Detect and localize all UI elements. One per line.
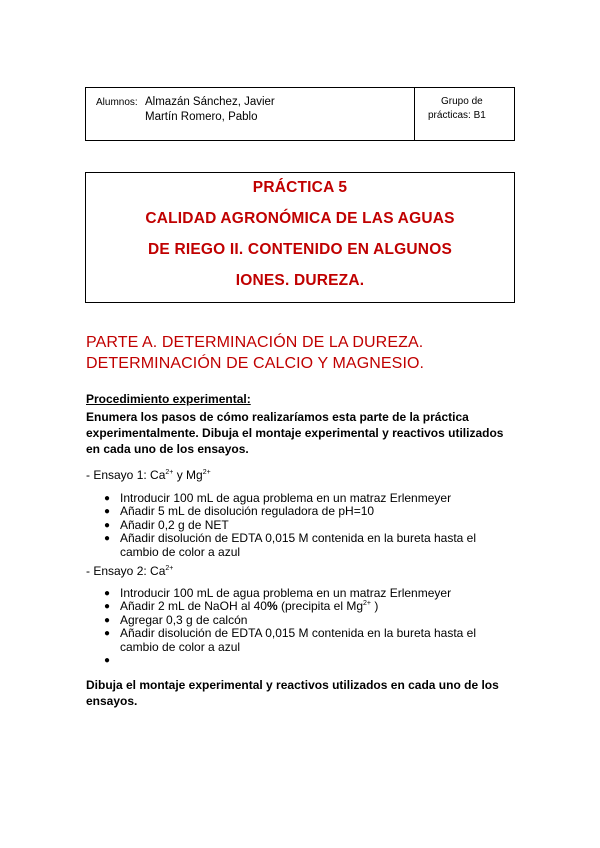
step-text: ) — [371, 599, 379, 614]
instruction-line-2: experimentalmente. Dibuja el montaje experimental y reactivos utilizados — [86, 426, 504, 440]
percent-sign: % — [266, 599, 278, 614]
practice-number: PRÁCTICA 5 — [252, 179, 348, 196]
ensayo-2-sup1: 2+ — [165, 565, 174, 572]
student-info-box — [85, 87, 515, 141]
step-text: Añadir disolución de EDTA 0,015 M contenida en la bureta hasta el — [120, 626, 477, 641]
ensayo-1-heading — [86, 467, 211, 483]
step-text: cambio de color a azul — [120, 544, 241, 559]
bullet-icon: ● — [104, 614, 111, 626]
list-item — [104, 492, 514, 505]
step-text: cambio de color a azul — [120, 639, 241, 654]
title-line-2: CALIDAD AGRONÓMICA DE LAS AGUAS — [145, 210, 455, 227]
list-item — [104, 587, 514, 600]
group-label-line1: Grupo de — [441, 96, 483, 107]
instruction-line-3: en cada uno de los ensayos. — [86, 442, 249, 456]
group-label-line2: prácticas: B1 — [428, 110, 486, 121]
title-line-3: DE RIEGO II. CONTENIDO EN ALGUNOS — [148, 241, 452, 258]
ensayo-1-sup2: 2+ — [202, 469, 211, 476]
list-item-continuation — [104, 546, 514, 559]
list-item — [104, 519, 514, 532]
ensayo-2-steps — [104, 586, 514, 667]
step-text: Introducir 100 mL de agua problema en un matraz Erlenmeyer — [120, 491, 452, 505]
list-item — [104, 600, 514, 613]
step-text: (precipita el Mg — [277, 599, 364, 614]
list-item — [104, 505, 514, 518]
student-name-1: Almazán Sánchez, Javier — [145, 96, 275, 108]
step-text: Introducir 100 mL de agua problema en un matraz Erlenmeyer — [120, 586, 452, 600]
instruction-line-1: Enumera los pasos de cómo realizaríamos esta parte de la práctica — [86, 410, 469, 424]
ensayo-1-middle: y Mg — [173, 468, 203, 482]
ensayo-1-steps — [104, 492, 514, 559]
ensayo-1-prefix: - Ensayo 1: Ca — [86, 468, 166, 482]
footer-line-1: Dibuja el montaje experimental y reactivos utilizados en cada uno de los — [86, 678, 499, 692]
bullet-icon: ● — [104, 533, 111, 545]
footer-line-2: ensayos. — [86, 694, 138, 708]
ensayo-2-prefix: - Ensayo 2: Ca — [86, 564, 166, 578]
bullet-icon: ● — [104, 506, 111, 518]
bullet-icon: ● — [104, 588, 111, 599]
step-text: Añadir 2 mL de NaOH al 40 — [120, 599, 267, 614]
list-item — [104, 614, 514, 627]
ensayo-1-sup1: 2+ — [165, 469, 174, 476]
mg-charge-sup: 2+ — [363, 600, 371, 608]
step-text: Agregar 0,3 g de calcón — [120, 612, 248, 627]
list-item-continuation — [104, 641, 514, 654]
step-text: Añadir 5 mL de disolución reguladora de pH=10 — [120, 504, 375, 519]
bullet-icon: ● — [104, 655, 111, 667]
bullet-icon: ● — [104, 493, 111, 504]
procedure-label: Procedimiento experimental: — [86, 392, 251, 406]
list-item — [104, 627, 514, 640]
title-line-4: IONES. DUREZA. — [235, 272, 365, 289]
ensayo-2-heading — [86, 563, 173, 579]
students-label: Alumnos: — [96, 97, 138, 108]
step-text: Añadir disolución de EDTA 0,015 M contenida en la bureta hasta el — [120, 531, 477, 546]
section-heading-line1: PARTE A. DETERMINACIÓN DE LA DUREZA. — [86, 334, 424, 351]
bullet-icon: ● — [104, 601, 111, 613]
title-box — [85, 172, 515, 303]
bullet-icon: ● — [104, 628, 111, 640]
list-item — [104, 532, 514, 545]
student-name-2: Martín Romero, Pablo — [145, 111, 258, 123]
section-heading-line2: DETERMINACIÓN DE CALCIO Y MAGNESIO. — [86, 355, 425, 372]
box-divider — [414, 88, 415, 140]
step-text: Añadir 0,2 g de NET — [120, 517, 229, 532]
bullet-icon: ● — [104, 519, 111, 531]
